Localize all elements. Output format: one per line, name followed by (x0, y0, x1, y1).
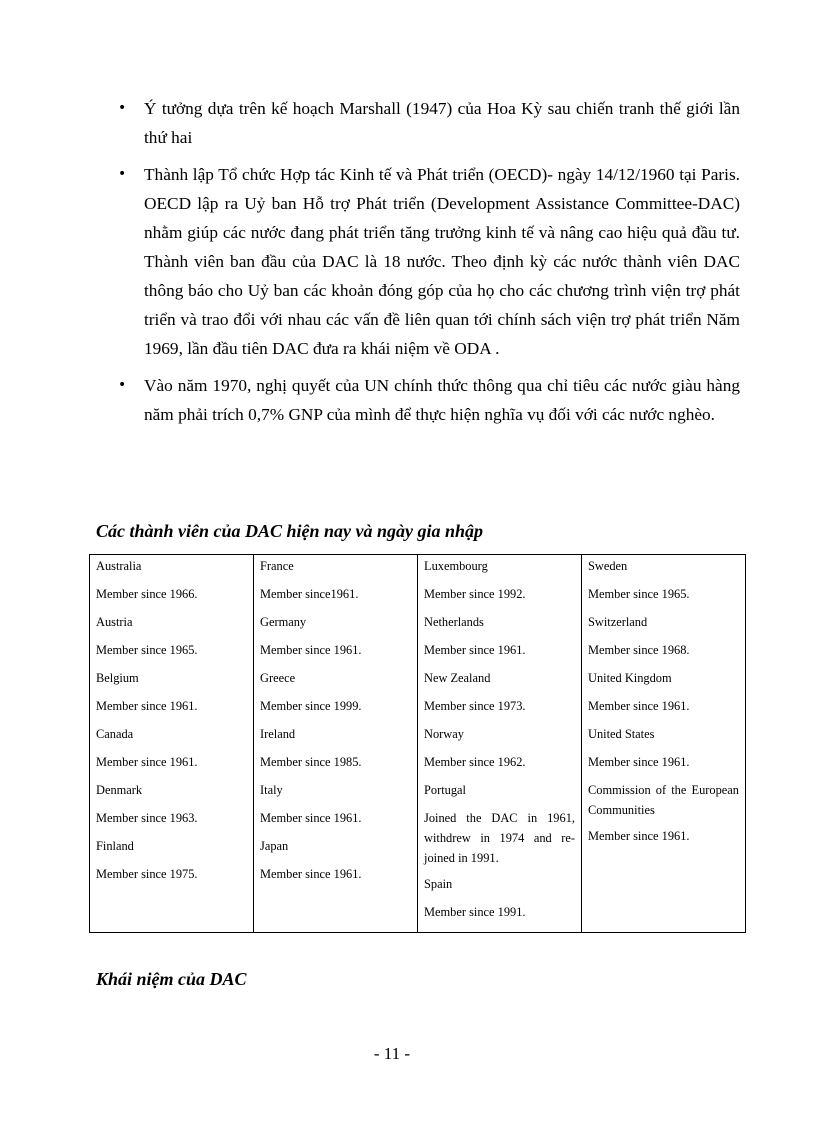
member-name: Italy (260, 783, 283, 797)
bullet-text: Ý tưởng dựa trên kế hoạch Marshall (1947) của Hoa Kỳ sau chiến tranh thế giới lần thứ hai (144, 99, 740, 147)
table-column (582, 555, 746, 933)
table-row (90, 555, 746, 933)
member-name: Germany (260, 615, 307, 629)
bullet-icon: • (118, 166, 127, 182)
dac-members-table (89, 554, 746, 933)
member-status: Member since 1961. (588, 829, 690, 843)
member-status: Member since 1965. (588, 587, 690, 601)
table-heading: Các thành viên của DAC hiện nay và ngày gia nhập (96, 521, 484, 541)
member-name: Denmark (96, 783, 143, 797)
member-status: Member since 1999. (260, 699, 362, 713)
member-name: Portugal (424, 783, 466, 797)
bullet-list (116, 94, 740, 437)
concept-heading: Khái niệm của DAC (96, 969, 247, 989)
member-name: Japan (260, 839, 289, 853)
bullet-text: Vào năm 1970, nghị quyết của UN chính thức thông qua chỉ tiêu các nước giàu hàng năm phải trích 0,7% GNP của mình để thực hiện nghĩa vụ đối với các nước nghèo. (144, 376, 740, 424)
table-column (90, 555, 254, 933)
member-name: Ireland (260, 727, 296, 741)
member-name: United States (588, 727, 655, 741)
member-status: Member since 1961. (260, 867, 362, 881)
member-status: Member since 1973. (424, 699, 526, 713)
member-status: Member since 1975. (96, 867, 198, 881)
bullet-item (116, 371, 740, 429)
member-status: Member since 1961. (424, 643, 526, 657)
member-name: Greece (260, 671, 296, 685)
member-status: Member since 1966. (96, 587, 198, 601)
member-name: France (260, 559, 294, 573)
member-status: Member since 1963. (96, 811, 198, 825)
bullet-icon: • (118, 377, 127, 393)
member-name: United Kingdom (588, 671, 672, 685)
bullet-icon: • (118, 100, 127, 116)
member-status: Member since 1992. (424, 587, 526, 601)
member-name: Commission of the European Communities (588, 783, 739, 817)
member-status: Member since 1961. (96, 699, 198, 713)
bullet-item (116, 94, 740, 152)
member-name: Sweden (588, 559, 628, 573)
member-status: Member since 1968. (588, 643, 690, 657)
member-name: Norway (424, 727, 464, 741)
member-status: Member since 1985. (260, 755, 362, 769)
member-status: Member since 1965. (96, 643, 198, 657)
member-name: Finland (96, 839, 134, 853)
member-status: Member since1961. (260, 587, 359, 601)
member-status: Member since 1961. (588, 755, 690, 769)
member-status: Member since 1961. (260, 811, 362, 825)
member-status: Member since 1962. (424, 755, 526, 769)
table-column (418, 555, 582, 933)
bullet-text: Thành lập Tổ chức Hợp tác Kinh tế và Phát triển (OECD)- ngày 14/12/1960 tại Paris. OECD lập ra Uỷ ban Hỗ trợ Phát triển (Development Assistance Committee-DAC) nhằm giúp các nước đang phát triển tăng trưởng kinh tế và nâng cao hiệu quả đầu tư. Thành viên ban đầu của DAC là 18 nước. Theo định kỳ các nước thành viên DAC thông báo cho Uỷ ban các khoản đóng góp của họ cho các chương trình viện trợ phát triển và trao đổi với nhau các vấn đề liên quan tới chính sách viện trợ phát triển Năm 1969, lần đầu tiên DAC đưa ra khái niệm về ODA . (144, 165, 740, 358)
member-name: Belgium (96, 671, 139, 685)
member-status: Member since 1961. (260, 643, 362, 657)
page-number: - 11 - (373, 1044, 411, 1063)
member-name: Austria (96, 615, 133, 629)
member-name: Luxembourg (424, 559, 488, 573)
table-column (254, 555, 418, 933)
member-status: Member since 1961. (588, 699, 690, 713)
member-status: Member since 1991. (424, 905, 526, 919)
member-name: Netherlands (424, 615, 484, 629)
member-name: Australia (96, 559, 142, 573)
member-status: Joined the DAC in 1961, withdrew in 1974 and re-joined in 1991. (424, 811, 575, 865)
member-name: Switzerland (588, 615, 648, 629)
member-name: New Zealand (424, 671, 491, 685)
member-name: Canada (96, 727, 134, 741)
bullet-item (116, 160, 740, 363)
member-status: Member since 1961. (96, 755, 198, 769)
member-name: Spain (424, 877, 453, 891)
